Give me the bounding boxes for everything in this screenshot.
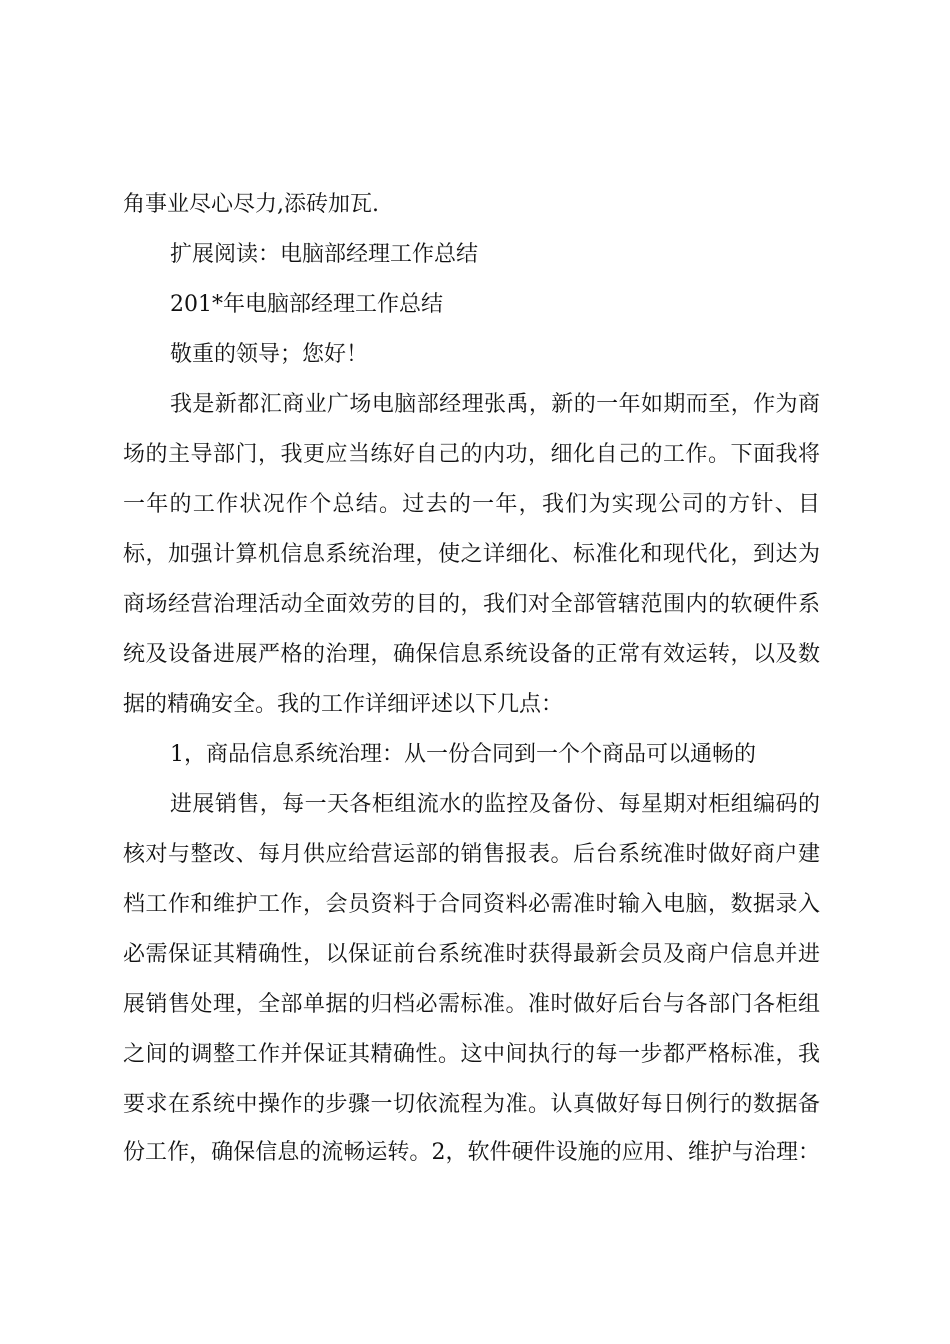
paragraph-line: 1，商品信息系统治理：从一份合同到一个个商品可以通畅的	[170, 742, 756, 767]
paragraph-line: 商场经营治理活动全面效劳的目的，我们对全部管辖范围内的软硬件系	[123, 592, 820, 617]
paragraph-line: 进展销售，每一天各柜组流水的监控及备份、每星期对柜组编码的	[170, 792, 820, 817]
paragraph-line: 一年的工作状况作个总结。过去的一年，我们为实现公司的方针、目	[123, 492, 820, 517]
salutation-line: 敬重的领导；您好！	[170, 342, 369, 367]
paragraph-line: 扩展阅读：电脑部经理工作总结	[170, 242, 479, 267]
paragraph-line: 要求在系统中操作的步骤一切依流程为准。认真做好每日例行的数据备	[123, 1092, 820, 1117]
paragraph-line: 我是新都汇商业广场电脑部经理张禹，新的一年如期而至，作为商	[170, 392, 820, 417]
paragraph-line: 角事业尽心尽力,添砖加瓦.	[123, 192, 379, 217]
paragraph-line: 份工作，确保信息的流畅运转。2，软件硬件设施的应用、维护与治理：	[123, 1140, 820, 1165]
paragraph-line: 核对与整改、每月供应给营运部的销售报表。后台系统准时做好商户建	[123, 842, 820, 867]
paragraph-line: 据的精确安全。我的工作详细评述以下几点：	[123, 692, 564, 717]
paragraph-line: 标，加强计算机信息系统治理，使之详细化、标准化和现代化，到达为	[123, 542, 820, 567]
paragraph-line: 展销售处理，全部单据的归档必需标准。准时做好后台与各部门各柜组	[123, 992, 820, 1017]
paragraph-line: 必需保证其精确性，以保证前台系统准时获得最新会员及商户信息并进	[123, 942, 820, 967]
paragraph-line: 场的主导部门，我更应当练好自己的内功，细化自己的工作。下面我将	[123, 442, 820, 467]
paragraph-line: 档工作和维护工作，会员资料于合同资料必需准时输入电脑，数据录入	[123, 892, 820, 917]
paragraph-line: 之间的调整工作并保证其精确性。这中间执行的每一步都严格标准，我	[123, 1042, 820, 1067]
paragraph-line: 统及设备进展严格的治理，确保信息系统设备的正常有效运转，以及数	[123, 642, 820, 667]
heading-line: 201*年电脑部经理工作总结	[170, 292, 443, 317]
